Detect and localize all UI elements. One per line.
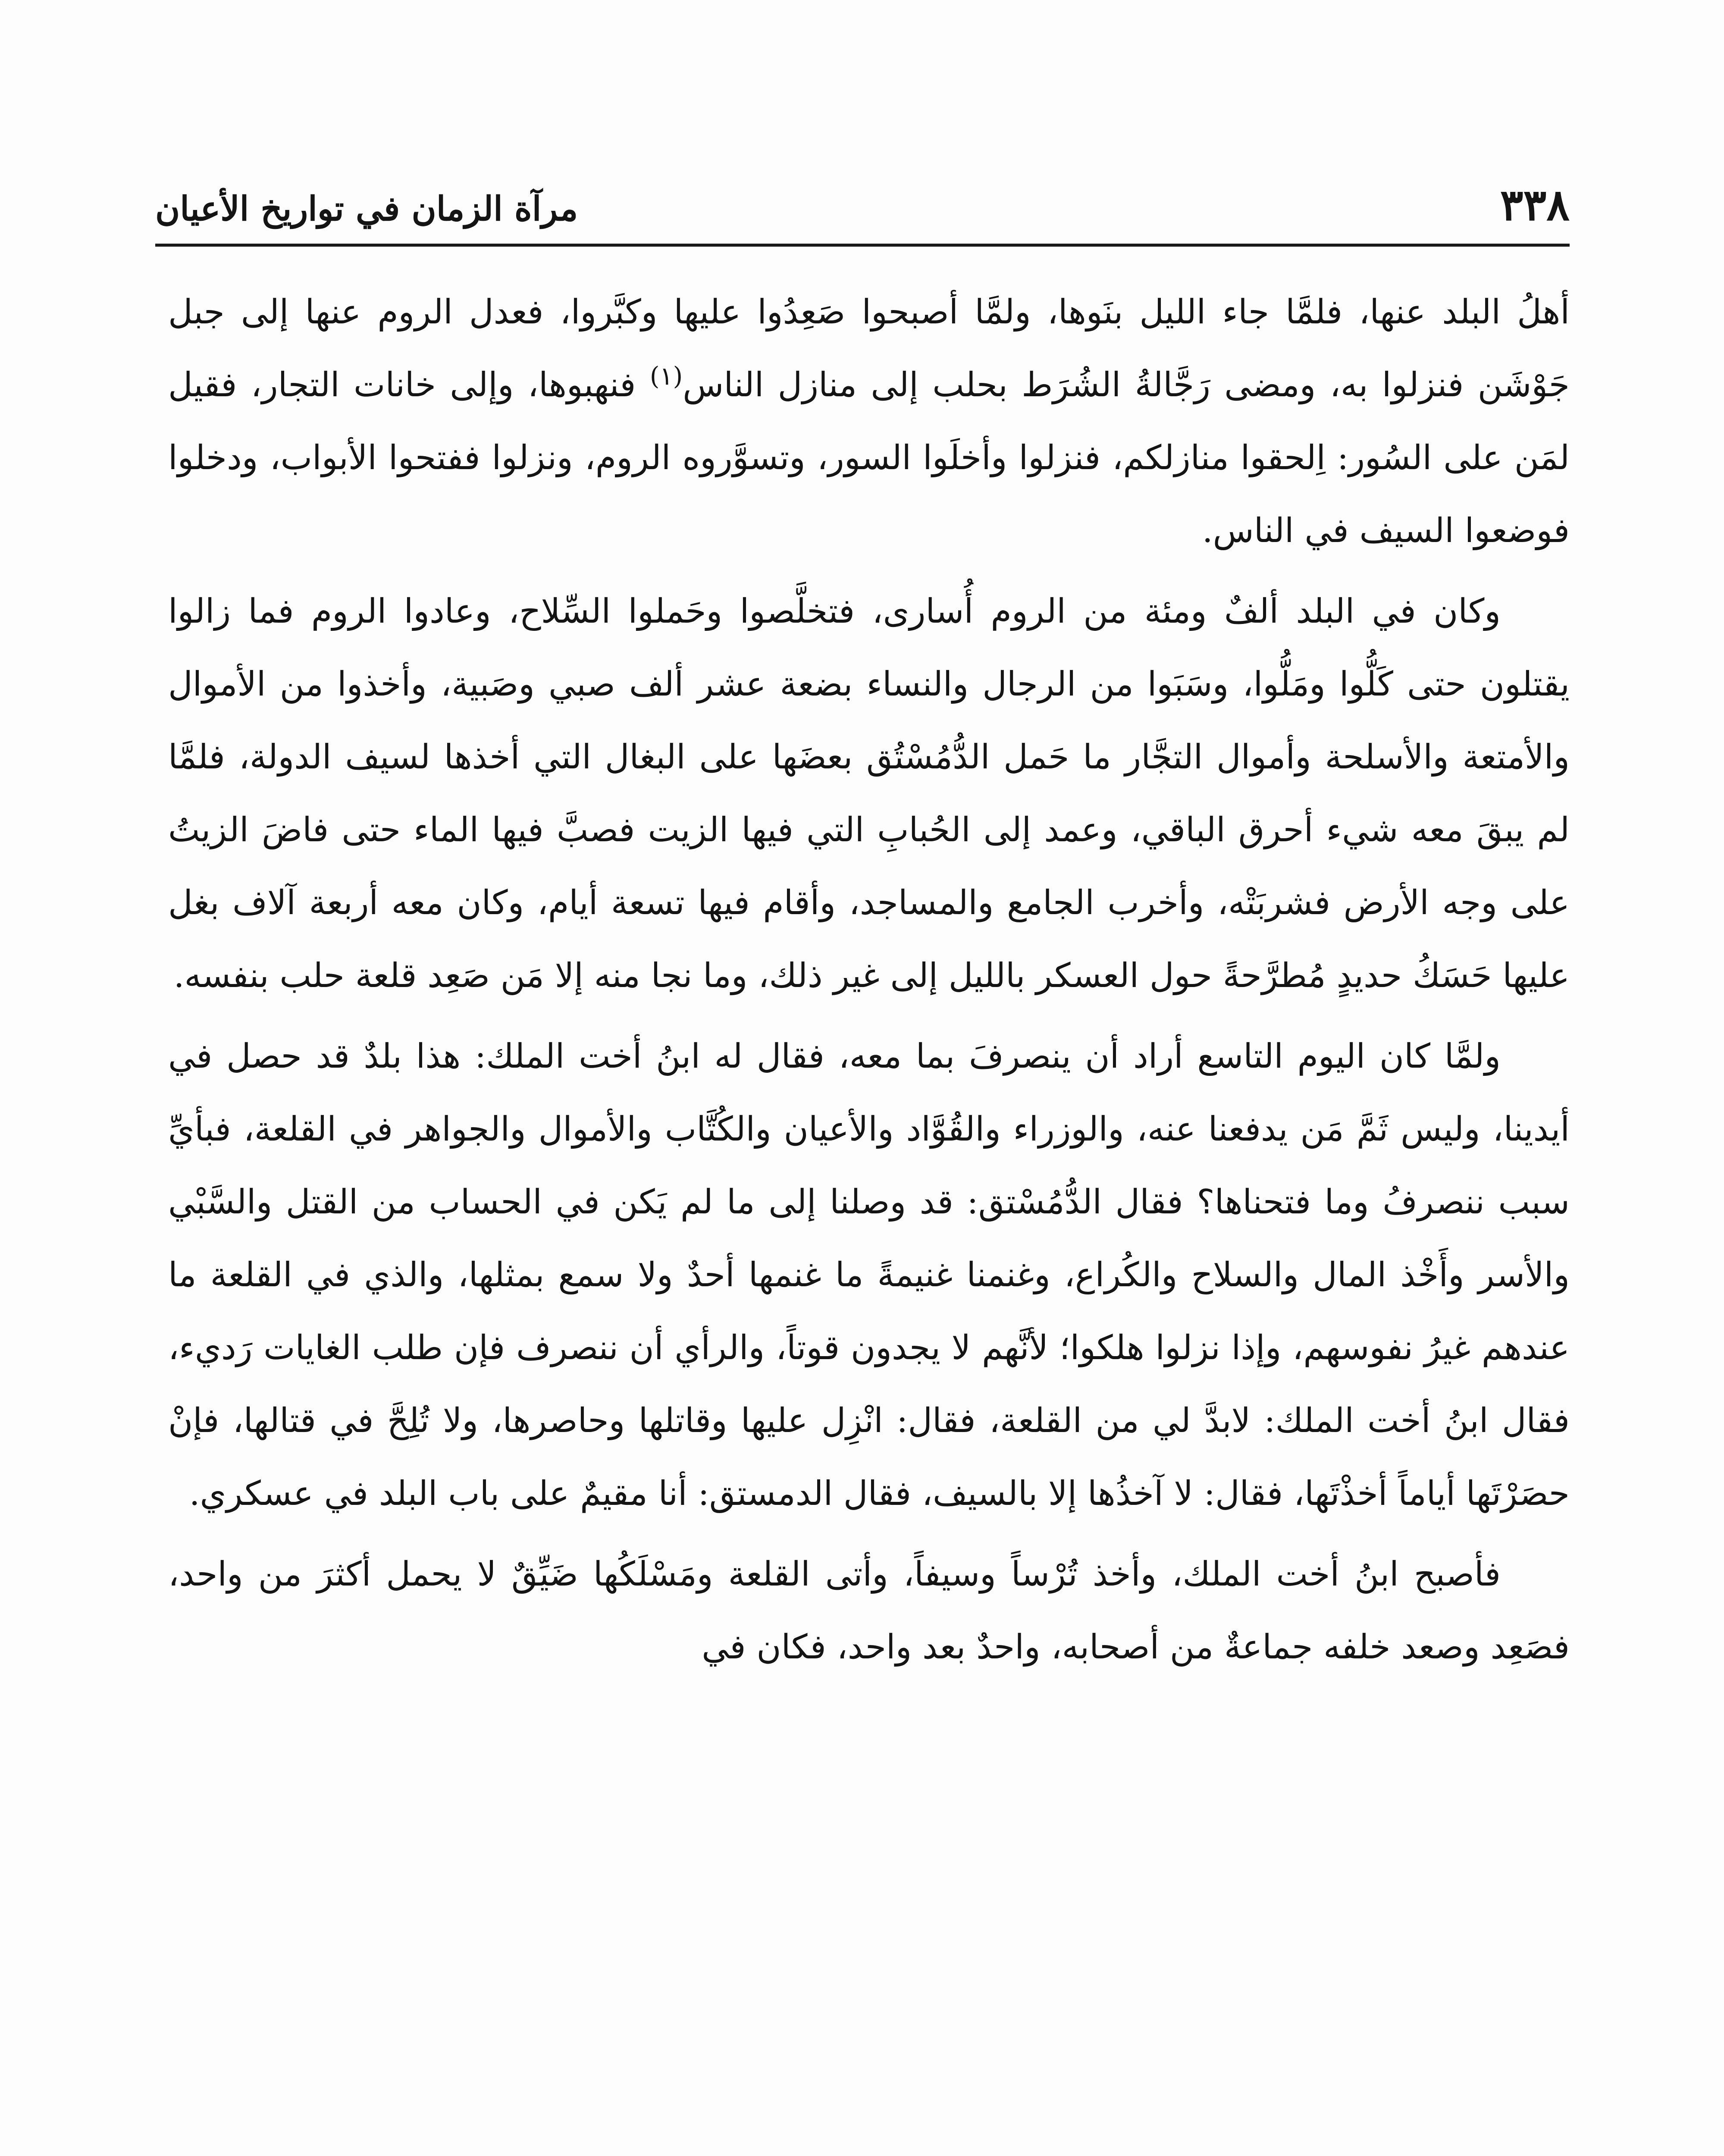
page-number: ٣٣٨ bbox=[1500, 179, 1570, 230]
paragraph-3: ولمَّا كان اليوم التاسع أراد أن ينصرفَ بما معه، فقال له ابنُ أخت الملك: هذا بلدٌ قد حصل في أيدينا، وليس ثَمَّ مَن يدفعنا عنه، والوزراء والقُوَّاد والأعيان والكُتَّاب والأموال والجواهر في القلعة، فبأيِّ سبب ننصرفُ وما فتحناها؟ فقال الدُّمُسْتق: قد وصلنا إلى ما لم يَكن في الحساب من القتل والسَّبْي والأسر وأَخْذ المال والسلاح والكُراع، وغنمنا غنيمةً ما غنمها أحدٌ ولا سمع بمثلها، والذي في القلعة ما عندهم غيرُ نفوسهم، وإذا نزلوا هلكوا؛ لأنَّهم لا يجدون قوتاً، والرأي أن ننصرف فإن طلب الغايات رَديء، فقال ابنُ أخت الملك: لابدَّ لي من القلعة، فقال: انْزِل عليها وقاتلها وحاصرها، ولا تُلِحَّ في قتالها، فإنْ حصَرْتَها أياماً أخذْتَها، فقال: لا آخذُها إلا بالسيف، فقال الدمستق: أنا مقيمٌ على باب البلد في عسكري. bbox=[168, 1037, 1570, 1513]
paragraph-1 bbox=[168, 276, 1570, 567]
header-rule bbox=[155, 244, 1570, 247]
main-text bbox=[168, 276, 1570, 1692]
paragraph-1-text: أهلُ البلد عنها، فلمَّا جاء الليل بنَوها، ولمَّا أصبحوا صَعِدُوا عليها وكبَّروا، فعدل الروم عنها إلى جبل جَوْشَن فنزلوا به، ومضى رَجَّالةُ الشُرَط بحلب إلى منازل الناس bbox=[168, 293, 1570, 404]
running-title: مرآة الزمان في تواريخ الأعيان bbox=[155, 189, 578, 229]
paragraph-2: وكان في البلد ألفٌ ومئة من الروم أُسارى، فتخلَّصوا وحَملوا السِّلاح، وعادوا الروم فما زالوا يقتلون حتى كَلُّوا ومَلُّوا، وسَبَوا من الرجال والنساء بضعة عشر ألف صبي وصَبية، وأخذوا من الأموال والأمتعة والأسلحة وأموال التجَّار ما حَمل الدُّمُسْتُق بعضَها على البغال التي أخذها لسيف الدولة، فلمَّا لم يبقَ معه شيء أحرق الباقي، وعمد إلى الحُبابِ التي فيها الزيت فصبَّ فيها الماء حتى فاضَ الزيتُ على وجه الأرض فشربَتْه، وأخرب الجامع والمساجد، وأقام فيها تسعة أيام، وكان معه أربعة آلاف بغل عليها حَسَكُ حديدٍ مُطرَّحةً حول العسكر بالليل إلى غير ذلك، وما نجا منه إلا مَن صَعِد قلعة حلب بنفسه. bbox=[168, 592, 1570, 995]
paragraph-1-continuation: فنهبوها، وإلى خانات التجار، فقيل لمَن على السُور: اِلحقوا منازلكم، فنزلوا وأخلَوا السور، وتسوَّروه الروم، ونزلوا ففتحوا الأبواب، ودخلوا فوضعوا السيف في الناس. bbox=[168, 366, 1570, 550]
page-header bbox=[155, 177, 1570, 241]
footnote-marker-1: (١) bbox=[649, 361, 683, 391]
paragraph-4: فأصبح ابنُ أخت الملك، وأخذ تُرْساً وسيفاً، وأتى القلعة ومَسْلَكُها ضَيِّقٌ لا يحمل أكثرَ من واحد، فصَعِد وصعد خلفه جماعةٌ من أصحابه، واحدٌ بعد واحد، فكان في bbox=[168, 1555, 1570, 1667]
